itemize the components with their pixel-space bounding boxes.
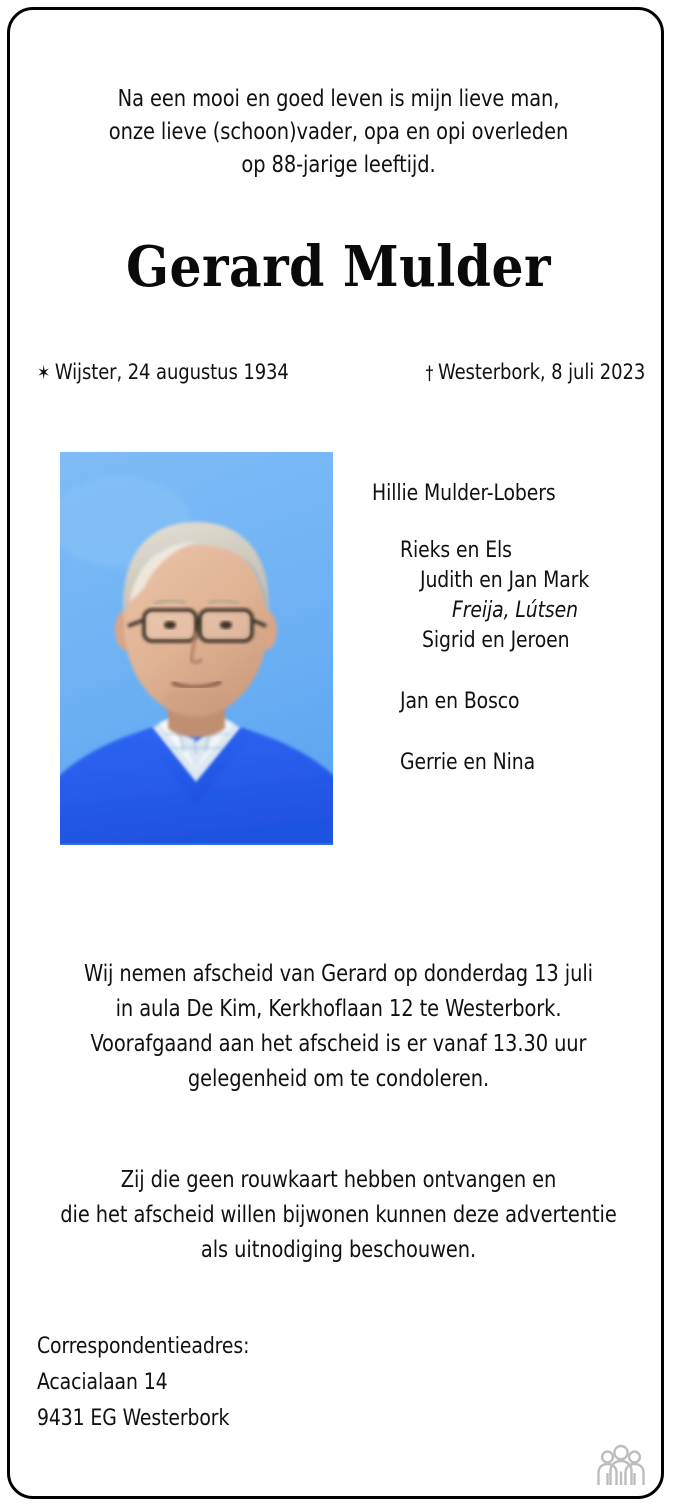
intro-text bbox=[36, 82, 640, 181]
invitation-line-1: Zij die geen rouwkaart hebben ontvangen en bbox=[120, 1165, 557, 1193]
farewell-text bbox=[36, 956, 640, 1096]
intro-line-2: onze lieve (schoon)vader, opa en opi overleden bbox=[108, 117, 569, 145]
birth-date bbox=[37, 358, 289, 388]
farewell-line-3: Voorafgaand aan het afscheid is er vanaf 13.30 uur bbox=[90, 1029, 587, 1057]
star-icon: ✶ bbox=[37, 362, 51, 384]
deceased-name: Gerard Mulder bbox=[126, 234, 551, 300]
correspondence-label: Correspondentieadres: bbox=[37, 1333, 250, 1359]
death-date bbox=[425, 358, 645, 388]
death-date-text: Westerbork, 8 juli 2023 bbox=[437, 360, 645, 385]
intro-line-1: Na een mooi en goed leven is mijn lieve man, bbox=[117, 84, 560, 112]
spacer bbox=[340, 655, 664, 686]
family-child-1: Rieks en Els bbox=[400, 537, 512, 563]
three-people-group-icon bbox=[595, 1444, 647, 1486]
farewell-line-1: Wij nemen afscheid van Gerard op donderdag 13 juli bbox=[84, 959, 593, 987]
life-dates bbox=[10, 358, 664, 388]
family-spouse: Hillie Mulder-Lobers bbox=[372, 480, 556, 506]
family-child-2: Jan en Bosco bbox=[400, 688, 520, 714]
family-grandchild-1: Judith en Jan Mark bbox=[420, 567, 590, 593]
family-greatgrandchildren: Freija, Lútsen bbox=[452, 597, 578, 623]
correspondence-city: 9431 EG Westerbork bbox=[37, 1405, 230, 1431]
family-names bbox=[340, 478, 664, 777]
farewell-line-4: gelegenheid om te condoleren. bbox=[187, 1064, 490, 1092]
logo-mark bbox=[595, 1444, 647, 1486]
correspondence-address bbox=[37, 1328, 265, 1436]
birth-date-text: Wijster, 24 augustus 1934 bbox=[54, 360, 289, 385]
family-grandchild-2: Sigrid en Jeroen bbox=[422, 627, 570, 653]
portrait-illustration bbox=[60, 452, 333, 845]
dagger-icon: † bbox=[425, 362, 434, 384]
invitation-line-2: die het afscheid willen bijwonen kunnen deze advertentie bbox=[60, 1200, 617, 1228]
correspondence-street: Acacialaan 14 bbox=[37, 1369, 168, 1395]
portrait-photo bbox=[60, 452, 333, 845]
intro-line-3: op 88-jarige leeftijd. bbox=[241, 150, 436, 178]
invitation-text bbox=[36, 1162, 640, 1267]
spacer bbox=[340, 716, 664, 747]
farewell-line-2: in aula De Kim, Kerkhoflaan 12 te Westerbork. bbox=[115, 994, 562, 1022]
spacer bbox=[340, 508, 664, 535]
obituary-card bbox=[7, 7, 664, 1499]
family-child-3: Gerrie en Nina bbox=[400, 749, 536, 775]
invitation-line-3: als uitnodiging beschouwen. bbox=[200, 1235, 477, 1263]
